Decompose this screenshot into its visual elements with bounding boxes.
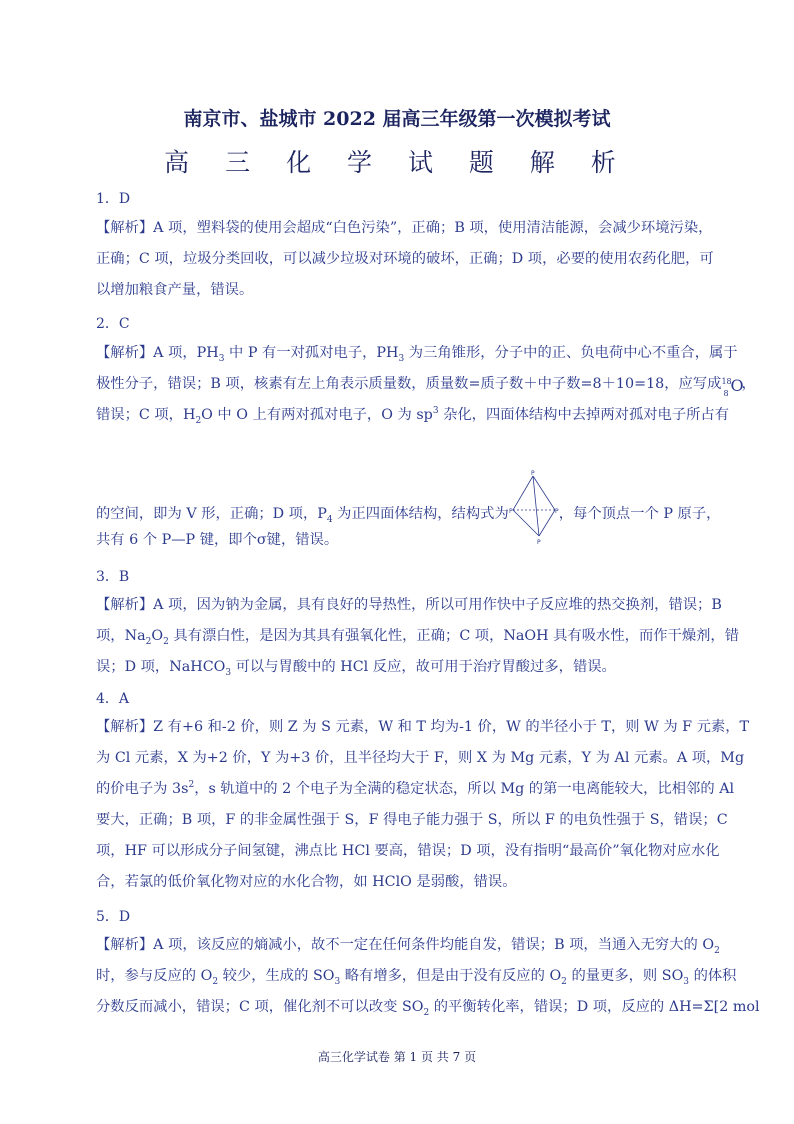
question-3-explanation — [96, 590, 740, 683]
text-line: 要大，正确；B 项，F 的非金属性强于 S，F 得电子能力强于 S，所以 F 的电负性强于 S，错误；C — [96, 812, 728, 828]
text-line: 错误；C 项，$H_2O$ 中 O 上有两对孤对电子，O 为 $sp^3$ 杂化，四面体结构中去掉两对孤对电子所占有 — [96, 406, 730, 426]
question-3-answer: 3．B — [96, 569, 130, 585]
text-line: 项，HF 可以形成分子间氢键，沸点比 HCl 要高，错误；D 项，没有指明“最高价”氧化物对应水化 — [96, 843, 720, 859]
page-title: 高 三 化 学 试 题 解 析 — [164, 148, 630, 177]
text-line: 误；D 项，NaHCO$_3$ 可以与胃酸中的 HCl 反应，故可用于治疗胃酸过多，错误。 — [96, 659, 616, 678]
question-5-explanation — [96, 930, 760, 1023]
text-line: 时，参与反应的 $O_2$ 较少，生成的 $SO_3$ 略有增多，但是由于没有反应的 $O_2$ 的量更多，则 $SO_3$ 的体积 — [96, 968, 737, 987]
text-line: 【解析】A 项，该反应的熵减小，故不一定在任何条件均能自发，错误；B 项，当通入无穷大的 $O_2$ — [96, 937, 720, 956]
text-line: 的价电子为 $3s^2$，s 轨道中的 2 个电子为全满的稳定状态，所以 Mg 的第一电离能较大，比相邻的 Al — [96, 780, 735, 797]
text-line: 【解析】A 项，$PH_3$ 中 P 有一对孤对电子，$PH_3$ 为三角锥形，分子中的正、负电荷中心不重合，属于 — [96, 345, 738, 364]
exam-title: 南京市、盐城市 2022 届高三年级第一次模拟考试 — [183, 108, 611, 130]
question-4-explanation — [96, 712, 750, 898]
text-line: 的空间，即为 V 形，正确；D 项，$P_4$ 为正四面体结构，结构式为 P P P P ，每个顶点一个 P 原子， — [96, 470, 721, 546]
p-atom-label: P — [530, 470, 535, 477]
text-line: 以增加粮食产量，错误。 — [96, 282, 254, 298]
page-footer: 高三化学试卷 第 1 页 共 7 页 — [317, 1050, 477, 1064]
question-5-answer: 5．D — [96, 909, 131, 925]
text-line: 【解析】A 项，因为钠为金属，具有良好的导热性，所以可用作快中子反应堆的热交换剂，错误；B — [96, 597, 722, 613]
question-2-explanation-end — [96, 525, 702, 556]
question-2-explanation — [96, 338, 756, 431]
text-line: 合，若氯的低价氧化物对应的水化合物，如 HClO 是弱酸，错误。 — [96, 874, 517, 890]
isotope-notation: 18 8 O — [721, 376, 744, 398]
text-line: 【解析】A 项，塑料袋的使用会超成“白色污染”，正确；B 项，使用清洁能源，会减少环境污染， — [96, 220, 713, 236]
question-2-answer: 2．C — [96, 316, 130, 332]
question-1-answer: 1．D — [96, 191, 131, 207]
text-line: 共有 6 个 P—P 键，即个σ键，错误。 — [96, 532, 339, 548]
question-1-explanation — [96, 213, 714, 306]
text-line: 正确；C 项，垃圾分类回收，可以减少垃圾对环境的破坏，正确；D 项，必要的使用农药化肥，可 — [96, 251, 714, 267]
p-atom-label: P — [536, 539, 541, 546]
p-atom-label: P — [508, 508, 513, 515]
text-line: 分数反而减小，错误；C 项，催化剂不可以改变 $SO_2$ 的平衡转化率，错误；D 项，反应的 ΔH=Σ[2 mol — [96, 999, 760, 1018]
question-4-answer: 4．A — [96, 691, 130, 707]
text-line: 【解析】Z 有+6 和-2 价，则 Z 为 S 元素，W 和 T 均为-1 价，W 的半径小于 T，则 W 为 F 元素，T — [96, 719, 750, 735]
p-atom-label: P — [554, 508, 559, 515]
text-line: 为 Cl 元素，X 为+2 价，Y 为+3 价，且半径均大于 F，则 X 为 Mg 元素，Y 为 Al 元素。A 项，Mg — [96, 750, 745, 766]
text-line: 项，$Na_2O_2$ 具有漂白性，是因为其具有强氧化性，正确；C 项，NaOH 具有吸水性，而作干燥剂，错 — [96, 628, 740, 647]
text-line: 极性分子，错误；B 项，核素有左上角表示质量数，质量数=质子数＋中子数=8＋10=18，应写成 18 8 O ， — [96, 369, 702, 400]
